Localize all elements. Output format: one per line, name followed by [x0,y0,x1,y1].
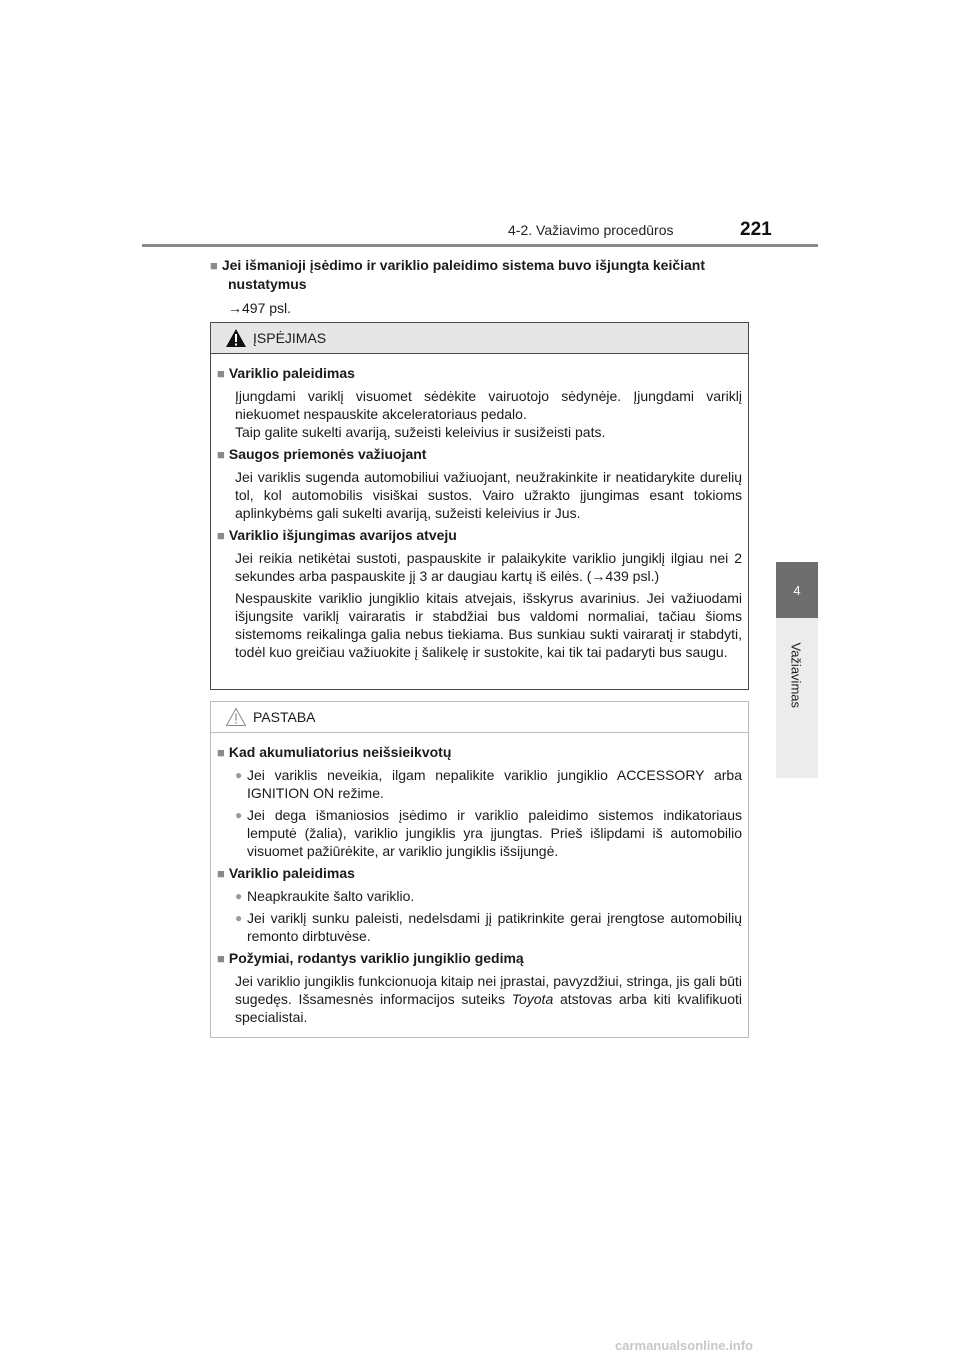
warning-body [211,354,748,661]
square-bullet-icon: ■ [217,951,225,966]
square-bullet-icon: ■ [217,447,225,462]
square-bullet-icon: ■ [217,528,225,543]
chapter-label: Važiavimas [788,642,804,709]
warning-paragraph: Jei variklis sugenda automobiliui važiuojant, neužrakinkite ir neatidarykite durelių tol, kol automobilis visiškai sustos. Vairo užrakto įjungimas esant tokioms aplinkybėms gali sukelti avariją, sužeisti keleivius ir Jus. [235,469,742,521]
list-item: ● Neapkraukite šalto variklio. [235,888,415,904]
header-divider [142,244,818,247]
warning-box [210,322,749,690]
note-box [210,701,749,1038]
note-heading-malfunction: ■ Požymiai, rodantys variklio jungiklio gedimą [217,950,524,966]
warning-paragraph: Įjungdami variklį visuomet sėdėkite vairuotojo sėdynėje. Įjungdami variklį niekuomet nespauskite akceleratoriaus pedalo. [235,388,742,422]
page-number: 221 [740,219,772,240]
warning-paragraph: Jei reikia netikėtai sustoti, paspauskite ir palaikykite variklio jungiklį ilgiau nei 2 sekundes arba paspauskite jį 3 ar daugiau kartų iš eilės. (→439 psl.) [235,550,742,584]
note-header [211,702,748,733]
intro-heading-line2: nustatymus [228,276,307,292]
warning-triangle-icon [225,328,247,348]
circle-bullet-icon: ● [235,768,243,782]
warning-title: ĮSPĖJIMAS [253,330,327,346]
intro-section [210,256,750,317]
square-bullet-icon: ■ [217,745,225,760]
square-bullet-icon: ■ [210,258,218,273]
warning-paragraph: Nespauskite variklio jungiklio kitais atvejais, išskyrus avarinius. Jei važiuodami išjungsite variklį vairaratis ir stabdžiai bus valdomi normaliai, tačiau šioms sistemoms reikalinga galia nebus tiekiama. Bus sunkiau sukti vairaratį ir stabdyti, todėl kuo greičiau važiuokite į šalikelę ir sustokite, kai tik tai padaryti bus saugu. [235,590,742,660]
warning-header [211,323,748,354]
list-item: ● Jei variklį sunku paleisti, nedelsdami jį patikrinkite gerai įrengtose automobilių remonto dirbtuvėse. [235,910,742,944]
chapter-number: 4 [793,582,801,598]
warning-paragraph: Taip galite sukelti avariją, sužeisti keleivius ir susižeisti pats. [235,424,606,440]
brand-name: Toyota [511,991,554,1007]
watermark: carmanualsonline.info [615,1338,753,1353]
page-reference: →497 psl. [228,300,292,316]
note-body [211,733,748,1026]
square-bullet-icon: ■ [217,366,225,381]
circle-bullet-icon: ● [235,889,243,903]
warning-heading-safety: ■ Saugos priemonės važiuojant [217,446,427,462]
circle-bullet-icon: ● [235,911,243,925]
note-paragraph: Jei variklio jungiklis funkcionuoja kitaip nei įprastai, pavyzdžiui, stringa, jis gali būti sugedęs. Išsamesnės informacijos suteiks Toyota atstovas arba kiti kvalifikuoti specialistai. [235,973,743,1025]
note-heading-battery: ■ Kad akumuliatorius neišsieikvotų [217,744,452,760]
square-bullet-icon: ■ [217,866,225,881]
note-heading-start: ■ Variklio paleidimas [217,865,355,881]
list-item: ● Jei variklis neveikia, ilgam nepalikite variklio jungiklio ACCESSORY arba IGNITION ON režime. [235,767,742,801]
warning-heading-emergency: ■ Variklio išjungimas avarijos atveju [217,527,457,543]
warning-heading-start: ■ Variklio paleidimas [217,365,355,381]
chapter-tab [776,562,818,618]
list-item: ● Jei dega išmaniosios įsėdimo ir variklio paleidimo sistemos indikatoriaus lemputė (žalia), variklio jungiklis yra įjungtas. Prieš išlipdami iš automobilio visuomet pažiūrėkite, ar variklio jungiklis išsijungė. [235,807,742,859]
section-title: 4-2. Važiavimo procedūros [508,222,674,238]
intro-heading: ■ Jei išmanioji įsėdimo ir variklio paleidimo sistema buvo išjungta keičiant [210,257,706,273]
circle-bullet-icon: ● [235,808,243,822]
note-title: PASTABA [253,709,316,725]
caution-triangle-outline-icon [225,707,247,727]
